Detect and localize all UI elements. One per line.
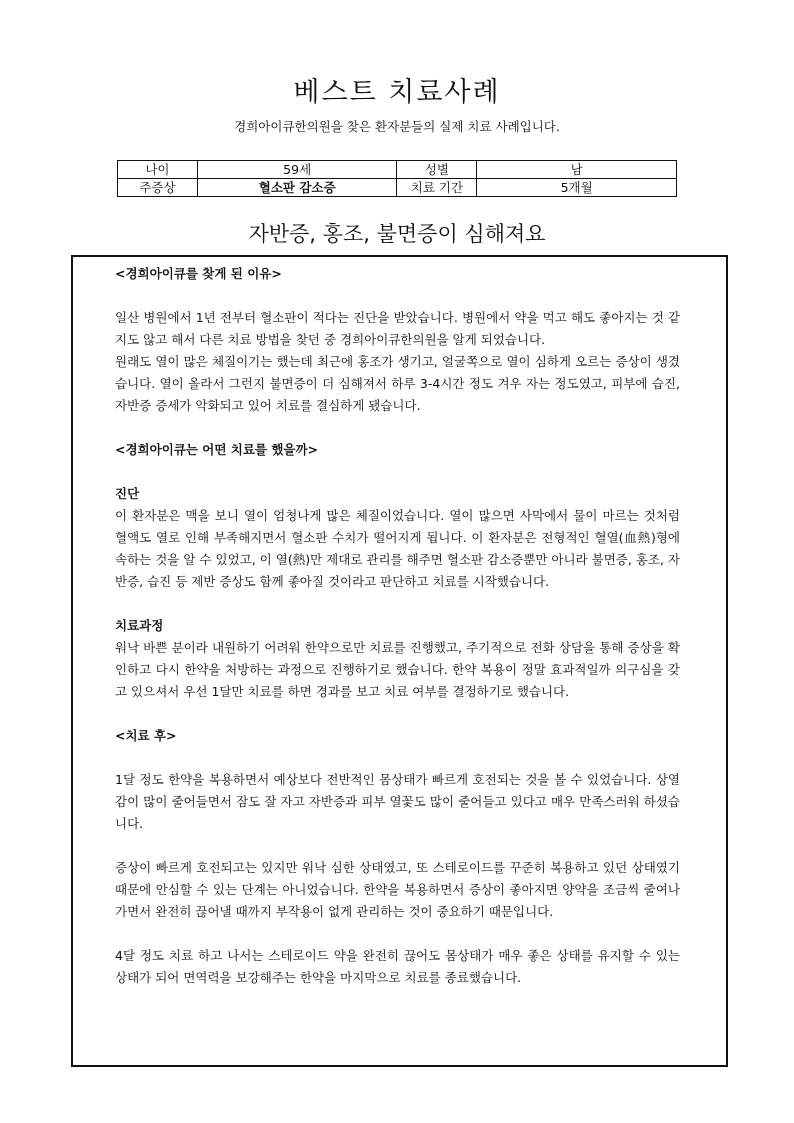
reason-paragraph-2: 원래도 열이 많은 체질이기는 했는데 최근에 홍조가 생기고, 얼굴쪽으로 열이 심하게 오르는 증상이 생겼습니다. 열이 올라서 그런지 불면증이 더 심해져서 하루 3-4시간 정도 겨우 자는 정도였고, 피부에 습진, 자반증 증세가 악화되고 있어 치료를 결심하게 됐습니다.: [115, 354, 680, 413]
case-content: [115, 263, 680, 989]
patient-info-table: [117, 160, 677, 197]
process-paragraph: 워낙 바쁜 분이라 내원하기 어려워 한약으로만 치료를 진행했고, 주기적으로 전화 상담을 통해 증상을 확인하고 다시 한약을 처방하는 과정으로 진행하기로 했습니다. 한약 복용이 정말 효과적일까 의구심을 갖고 있으셔서 우선 1달만 치료를 하면 경과를 보고 치료 여부를 결정하기로 했습니다.: [115, 640, 680, 699]
after-paragraph-3: 4달 정도 치료 하고 나서는 스테로이드 약을 완전히 끊어도 몸상태가 매우 좋은 상태를 유지할 수 있는 상태가 되어 면역력을 보강해주는 한약을 마지막으로 치료를 종료했습니다.: [115, 948, 680, 985]
diagnosis-heading: 진단: [115, 486, 140, 501]
period-label: 치료 기간: [397, 179, 477, 197]
gender-label: 성별: [397, 161, 477, 179]
reason-paragraph-1: 일산 병원에서 1년 전부터 혈소판이 적다는 진단을 받았습니다. 병원에서 약을 먹고 해도 좋아지는 것 같지도 않고 해서 다른 치료 방법을 찾던 중 경희아이큐한의원을 알게 되었습니다.: [115, 310, 680, 347]
gender-value: 남: [477, 161, 677, 179]
table-row: [118, 179, 677, 197]
page-subtitle: 경희아이큐한의원을 찾은 환자분들의 실제 치료 사례입니다.: [234, 119, 560, 134]
age-value: 59세: [197, 161, 397, 179]
treatment-heading: <경희아이큐는 어떤 치료를 했을까>: [115, 442, 319, 457]
page-title: 베스트 치료사례: [293, 77, 501, 108]
after-heading: <치료 후>: [115, 728, 177, 743]
reason-heading: <경희아이큐를 찾게 된 이유>: [115, 266, 282, 281]
diagnosis-paragraph: 이 환자분은 맥을 보니 열이 엄청나게 많은 체질이었습니다. 열이 많으면 사막에서 물이 마르는 것처럼 혈액도 열로 인해 부족해지면서 혈소판 수치가 떨어지게 됩니다. 이 환자분은 전형적인 혈열(血熱)형에 속하는 것을 알 수 있었고, 이 열(熱)만 제대로 관리를 해주면 혈소판 감소증뿐만 아니라 불면증, 홍조, 자반증, 습진 등 제반 증상도 함께 좋아질 것이라고 판단하고 치료를 시작했습니다.: [115, 508, 680, 589]
period-value: 5개월: [477, 179, 677, 197]
complaint-value: 혈소판 감소증: [197, 179, 397, 197]
process-heading: 치료과정: [115, 618, 164, 633]
after-paragraph-2: 증상이 빠르게 호전되고는 있지만 워낙 심한 상태였고, 또 스테로이드를 꾸준히 복용하고 있던 상태였기 때문에 안심할 수 있는 단계는 아니었습니다. 한약을 복용하면서 증상이 좋아지면 양약을 조금씩 줄여나가면서 완전히 끊어낼 때까지 부작용이 없게 관리하는 것이 중요하기 때문입니다.: [115, 860, 680, 919]
table-row: [118, 161, 677, 179]
after-paragraph-1: 1달 정도 한약을 복용하면서 예상보다 전반적인 몸상태가 빠르게 호전되는 것을 볼 수 있었습니다. 상열감이 많이 줄어들면서 잠도 잘 자고 자반증과 피부 열꽃도 많이 줄어들고 있다고 매우 만족스러워 하셨습니다.: [115, 772, 680, 831]
case-title: 자반증, 홍조, 불면증이 심해져요: [248, 222, 546, 246]
complaint-label: 주증상: [118, 179, 198, 197]
age-label: 나이: [118, 161, 198, 179]
